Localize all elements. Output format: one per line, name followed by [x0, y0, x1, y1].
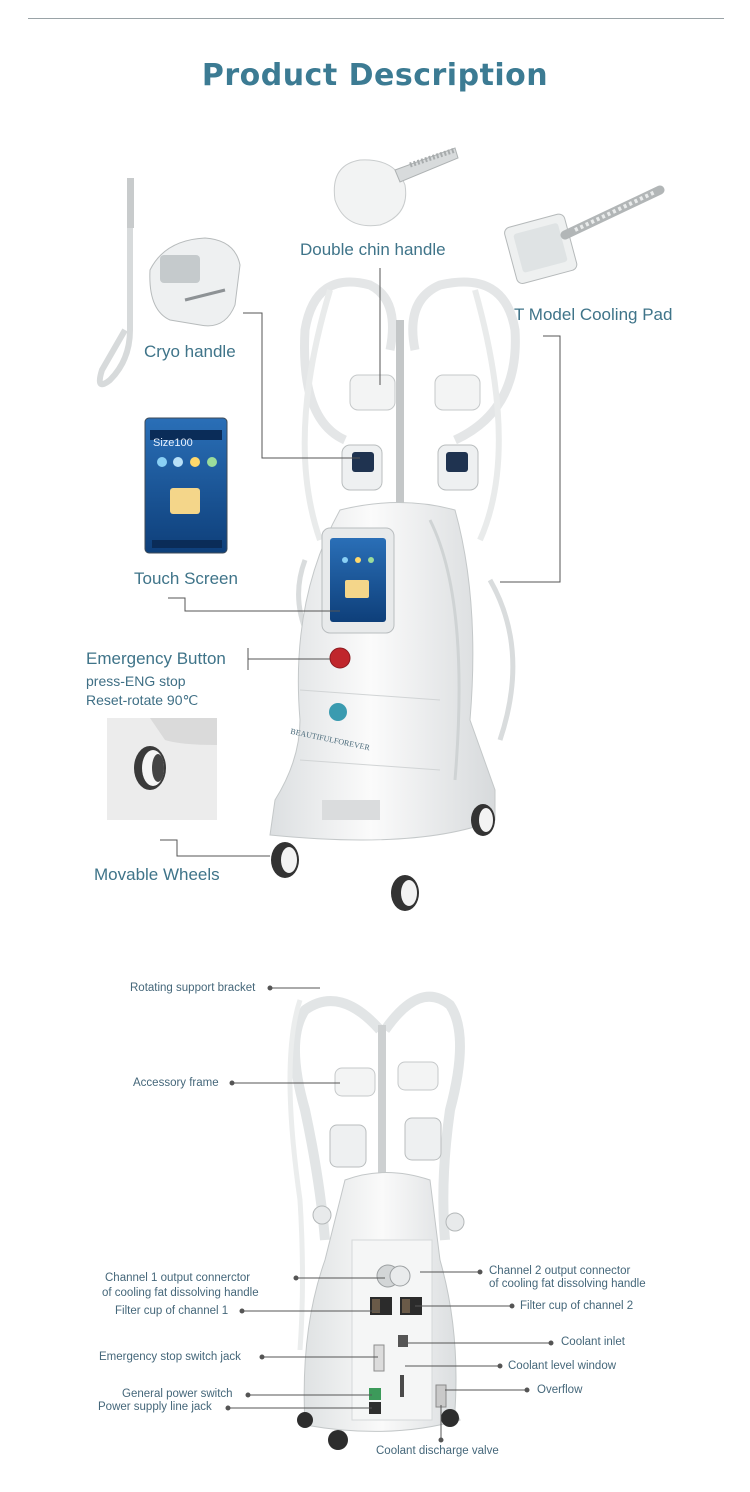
double-chin-handle-label: Double chin handle	[300, 240, 446, 259]
accessory-frame-label: Accessory frame	[133, 1077, 219, 1089]
brand-logo-text: BEAUTIFULFOREVER	[289, 726, 371, 753]
movable-wheels-label: Movable Wheels	[94, 865, 220, 884]
screen-size-text: Size100	[153, 437, 193, 449]
overflow-label: Overflow	[537, 1384, 583, 1396]
touch-screen-image	[145, 418, 227, 553]
cryo-handle-label: Cryo handle	[144, 342, 236, 361]
rotating-support-bracket-label: Rotating support bracket	[130, 982, 256, 994]
general-power-switch-label: General power switch	[122, 1388, 233, 1400]
double-chin-handle-image	[334, 148, 458, 226]
touch-screen-label: Touch Screen	[134, 569, 238, 588]
coolant-inlet-label: Coolant inlet	[561, 1336, 625, 1348]
channel2-connector-label-line2: of cooling fat dissolving handle	[489, 1278, 646, 1290]
channel1-connector-label-line2: of cooling fat dissolving handle	[102, 1287, 259, 1299]
page-title: Product Description	[201, 58, 549, 93]
emergency-button[interactable]	[330, 648, 350, 668]
coolant-level-window-label: Coolant level window	[508, 1360, 617, 1372]
wheel-detail-image	[107, 718, 217, 820]
machine-back-image	[290, 997, 464, 1450]
emergency-button-label: Emergency Button	[86, 649, 226, 668]
filter-cup-ch1-label: Filter cup of channel 1	[115, 1305, 229, 1317]
filter-cup-ch2-label: Filter cup of channel 2	[520, 1300, 634, 1312]
power-supply-jack-label: Power supply line jack	[98, 1401, 212, 1413]
channel2-connector-label-line1: Channel 2 output connector	[489, 1265, 631, 1277]
leader-lines-bottom	[226, 986, 553, 1442]
emergency-reset-label: Reset-rotate 90℃	[86, 692, 199, 708]
emergency-stop-jack-label: Emergency stop switch jack	[99, 1351, 241, 1363]
machine-front-image	[270, 282, 515, 911]
emergency-press-label: press-ENG stop	[86, 673, 186, 689]
channel1-connector-label-line1: Channel 1 output connerctor	[105, 1272, 251, 1284]
coolant-discharge-valve-label: Coolant discharge valve	[376, 1445, 499, 1457]
t-model-cooling-pad-label: T Model Cooling Pad	[514, 305, 673, 324]
t-model-pad-image	[503, 190, 660, 285]
